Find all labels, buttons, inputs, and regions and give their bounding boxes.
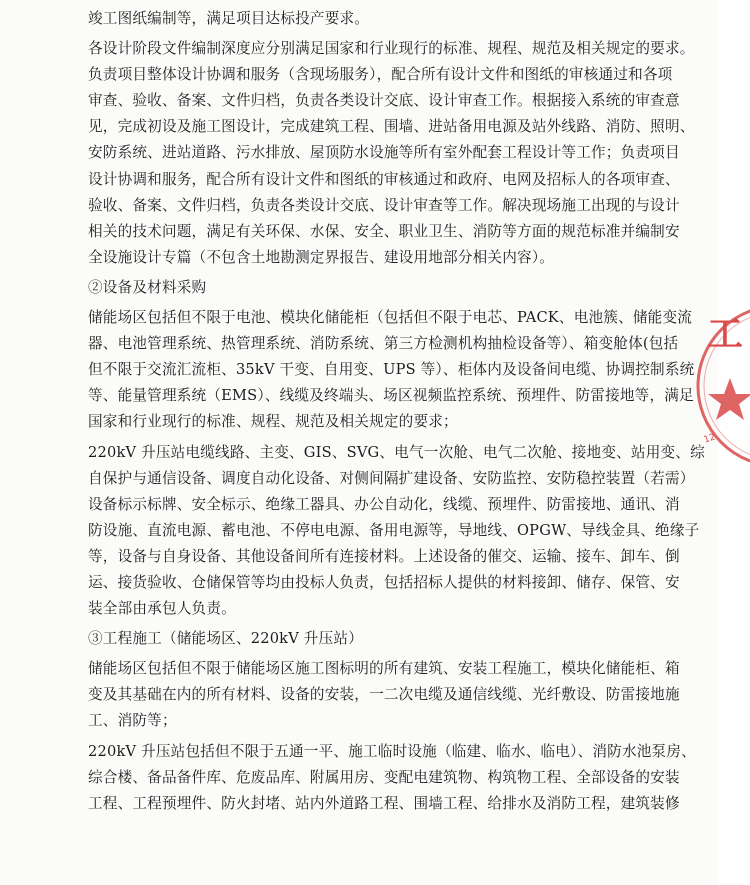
text-line: 综合楼、备品备件库、危废品库、附属用房、变配电建筑物、构筑物工程、全部设备的安装 <box>88 768 680 786</box>
text-line: 竣工图纸编制等，满足项目达标投产要求。 <box>88 10 370 27</box>
paragraph <box>88 275 654 301</box>
text-line: 验收、备案、文件归档，负责各类设计交底、设计审查等工作。解决现场施工出现的与设计 <box>88 196 680 214</box>
text-line: 相关的技术问题，满足有关环保、水保、安全、职业卫生、消防等方面的规范标准并编制安 <box>88 222 680 240</box>
paragraph-gap <box>88 817 654 821</box>
text-line: 工程、工程预埋件、防火封堵、站内外道路工程、围墙工程、给排水及消防工程，建筑装修 <box>88 794 680 812</box>
text-line: 工、消防等； <box>88 712 177 730</box>
paragraph <box>88 739 696 817</box>
text-line: 等，设备与自身设备、其他设备间所有连接材料。上述设备的催交、运输、接车、卸车、倒 <box>88 547 680 565</box>
seal-number: 12 <box>702 432 717 446</box>
text-line: 等、能量管理系统（EMS）、线缆及终端头、场区视频监控系统、预埋件、防雷接地等，满足 <box>88 387 694 405</box>
text-line: 运、接货验收、仓储保管等均由投标人负责，包括招标人提供的材料接卸、储存、保管、安 <box>88 573 680 591</box>
text-line: 见，完成初设及施工图设计，完成建筑工程、围墙、进站备用电源及站外线路、消防、照明、 <box>88 118 695 136</box>
text-line: ②设备及材料采购 <box>88 278 207 296</box>
text-line: 变及其基础在内的所有材料、设备的安装，一二次电缆及通信线缆、光纤敷设、防雷接地施 <box>88 686 680 704</box>
text-line: 器、电池管理系统、热管理系统、消防系统、第三方检测机构抽检设备等）、箱变舱体(包括 <box>88 335 679 353</box>
text-line: 国家和行业现行的标准、规程、规范及相关规定的要求； <box>88 413 458 431</box>
paragraph <box>88 6 654 32</box>
paragraph <box>88 656 680 734</box>
text-line: 负责项目整体设计协调和服务（含现场服务），配合所有设计文件和图纸的审核通过和各项 <box>88 66 673 84</box>
paragraph <box>88 305 695 435</box>
paragraph <box>88 440 705 623</box>
text-line: 审查、验收、备案、文件归档，负责各类设计交底、设计审查工作。根据接入系统的审查意 <box>88 92 680 110</box>
document-body <box>88 6 705 821</box>
paragraph <box>88 626 654 652</box>
text-line: 装全部由承包人负责。 <box>88 600 236 618</box>
text-line: 自保护与通信设备、调度自动化设备、对侧间隔扩建设备、安防监控、安防稳控装置（若需） <box>88 469 695 487</box>
text-line: 各设计阶段文件编制深度应分别满足国家和行业现行的标准、规程、规范及相关规定的要求。 <box>88 40 695 58</box>
text-line: 但不限于交流汇流柜、35kV 干变、自用变、UPS 等）、柜体内及设备间电缆、协调控制系统 <box>88 361 695 379</box>
red-seal-stamp <box>690 298 750 476</box>
text-line: 安防系统、进站道路、污水排放、屋顶防水设施等所有室外配套工程设计等工作；负责项目 <box>88 144 680 162</box>
text-line: 设计协调和服务，配合所有设计文件和图纸的审核通过和政府、电网及招标人的各项审查、 <box>88 170 680 188</box>
text-line: 储能场区包括但不限于储能场区施工图标明的所有建筑、安装工程施工，模块化储能柜、箱 <box>88 660 680 678</box>
text-line: 220kV 升压站包括但不限于五通一平、施工临时设施（临建、临水、临电）、消防水池泵房、 <box>88 742 696 760</box>
text-line: 220kV 升压站电缆线路、主变、GIS、SVG、电气一次舱、电气二次舱、接地变、站用变、综 <box>88 443 705 461</box>
text-line: 储能场区包括但不限于电池、模块化储能柜（包括但不限于电芯、PACK、电池簇、储能变流 <box>88 309 693 327</box>
text-line: 设备标示标牌、安全标示、绝缘工器具、办公自动化，线缆、预埋件、防雷接地、通讯、消 <box>88 495 680 513</box>
text-line: 全设施设计专篇（不包含土地勘测定界报告、建设用地部分相关内容）。 <box>88 248 555 266</box>
text-line: 防设施、直流电源、蓄电池、不停电电源、备用电源等，导地线、OPGW、导线金具、绝缘子 <box>88 521 700 539</box>
paragraph <box>88 36 695 271</box>
seal-char: 工 <box>707 313 744 355</box>
text-line: ③工程施工（储能场区、220kV 升压站） <box>88 630 363 648</box>
